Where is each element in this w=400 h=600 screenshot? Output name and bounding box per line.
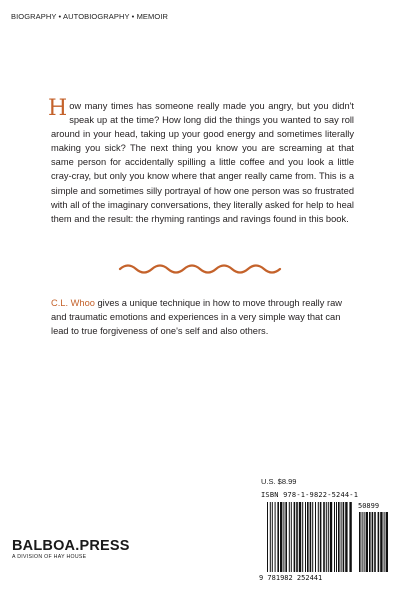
publisher-name: BALBOA.PRESS [12, 538, 130, 554]
publisher-tagline: A DIVISION OF HAY HOUSE [12, 554, 87, 560]
author-blurb [51, 296, 354, 338]
back-cover-blurb [48, 96, 354, 226]
category-label: BIOGRAPHY • AUTOBIOGRAPHY • MEMOIR [11, 12, 169, 21]
author-text: gives a unique technique in how to move through really raw and traumatic emotions and experiences in a very simple way that can lead to true forgiveness of one's self and also others. [51, 298, 342, 337]
barcode-block [255, 488, 391, 586]
drop-cap: H [48, 96, 68, 121]
publisher-logo [12, 539, 130, 560]
blurb-text: ow many times has someone really made you angry, but you didn't speak up at the time? How long did the things you wanted to say roll around in your head, taking up your good energy and sometimes literally making you sick? The next thing you know you are screaming at that same person for accidentally spilling a little coffee and you look a little cray-cray, but only you know where that anger really came from. This is a simple and sometimes silly portrayal of how one person was so frustrated with all of the imaginary conversations, they literally asked for help to heal them and the result: the rhyming rantings and ravings found in this book. [51, 101, 354, 224]
wave-divider-icon [118, 261, 282, 277]
author-name: C.L. Whoo [51, 298, 95, 308]
isbn-label: ISBN 978-1-9822-5244-1 [261, 491, 359, 499]
barcode-number: 9 781982 252441 [259, 574, 323, 582]
barcode-icon [255, 500, 391, 576]
price-label: U.S. $8.99 [261, 477, 297, 486]
addon-number: 50899 [358, 502, 380, 510]
